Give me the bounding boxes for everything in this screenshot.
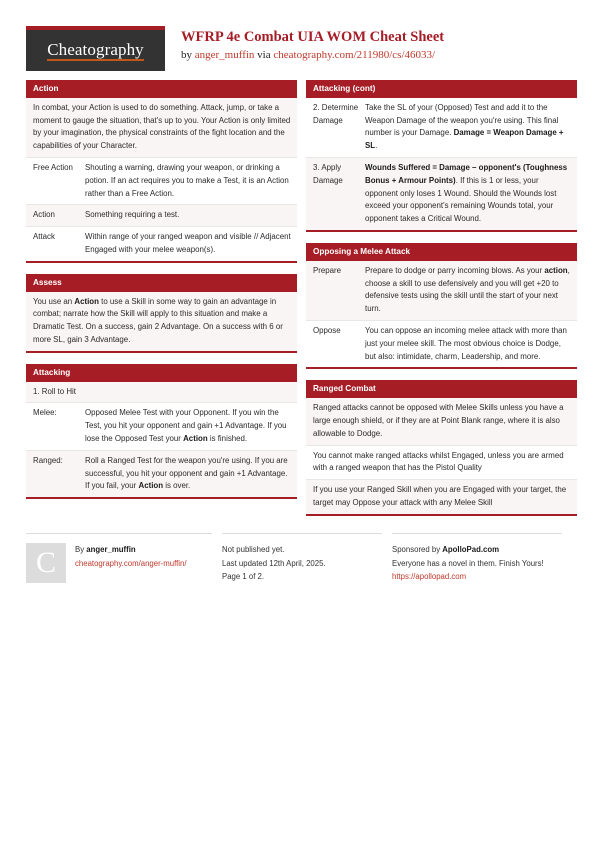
cheatography-logo[interactable] <box>26 26 165 71</box>
footer-sponsor-block <box>392 533 562 584</box>
sponsor-prefix: Sponsored by <box>392 544 443 554</box>
table-row <box>26 205 297 227</box>
row-value: Opposed Melee Test with your Opponent. If you win the Test, you hit your opponent and gain +1 Advantage. If you lose the Opposed Test your Action is finished. <box>85 408 287 444</box>
footer-author-block <box>26 533 212 584</box>
row-key: Ranged: <box>33 455 63 465</box>
table-row <box>306 98 577 158</box>
section-heading: Assess <box>26 274 297 292</box>
table-row <box>306 261 577 321</box>
publish-status: Not published yet. <box>222 544 285 554</box>
table-row <box>26 403 297 450</box>
table-row <box>306 398 577 445</box>
row-key: 3. Apply Damage <box>313 163 343 185</box>
section <box>306 380 577 515</box>
sponsor-line <box>392 543 562 557</box>
row-value: Wounds Suffered = Damage – opponent's (Toughness Bonus + Armour Points). If this is 1 or less, your opponent only loses 1 Wound. Should the Wounds lost exceed your opponent's remaining Wounds total, your opponent takes a Critical Wound. <box>365 163 568 224</box>
row-value: You use an Action to use a Skill in some way to gain an advantage in combat; narrate how the Skill will apply to this situation and make a Dramatic Test. On a success, gain 2 Advantage. On a success with 6 or more SL, gain 3 Advantage. <box>33 296 283 345</box>
row-key: Melee: <box>33 408 57 418</box>
sponsor-tagline: Everyone has a novel in them. Finish Yours! <box>392 558 544 568</box>
row-key: Attack <box>33 232 55 242</box>
cheatography-logo-text: Cheatography <box>47 39 144 59</box>
by-label: By <box>75 544 87 554</box>
byline <box>181 48 444 62</box>
page-footer <box>0 533 600 584</box>
row-value: Within range of your ranged weapon and visible // Adjacent Engaged with your melee weapon(s). <box>85 232 291 255</box>
row-value: Roll a Ranged Test for the weapon you're using. If you are successful, you hit your opponent and gain +1 Advantage. If you fail, your Action is over. <box>85 455 288 491</box>
byline-via: via <box>254 49 274 62</box>
left-column <box>26 80 297 510</box>
avatar: C <box>26 543 66 583</box>
source-url-link[interactable]: cheatography.com/211980/cs/46033/ <box>273 49 436 62</box>
row-value: You can oppose an incoming melee attack with more than just your melee skill. The most obvious choice is Dodge, but also: intimidate, charm, Leadership, and more. <box>365 326 567 361</box>
author-link[interactable]: anger_muffin <box>194 49 255 62</box>
last-updated: Last updated 12th April, 2025. <box>222 558 326 568</box>
footer-by-line <box>75 543 187 557</box>
right-column <box>306 80 577 527</box>
table-row <box>306 446 577 481</box>
row-key: Oppose <box>313 326 341 336</box>
footer-status-block <box>222 533 382 584</box>
table-row <box>26 158 297 205</box>
table-row <box>26 382 297 404</box>
table-row <box>26 292 297 351</box>
row-key: Prepare <box>313 265 342 275</box>
page-number: Page 1 of 2. <box>222 572 265 582</box>
row-value: Prepare to dodge or parry incoming blows. As your action, choose a skill to use defensively and you will get +20 to defensive tests using the skill until the start of your next turn. <box>365 265 570 314</box>
table-row <box>306 321 577 367</box>
content-columns <box>0 71 600 527</box>
sponsor-name[interactable]: ApolloPad.com <box>442 544 500 554</box>
table-row <box>26 451 297 497</box>
footer-author-name: anger_muffin <box>86 544 136 554</box>
section <box>306 80 577 232</box>
row-value: Shouting a warning, drawing your weapon, or drinking a potion. If an act requires you to make a Test, it is an Action rather than a Free Action. <box>85 163 289 198</box>
section-heading: Ranged Combat <box>306 380 577 398</box>
row-key: 2. Determine Damage <box>313 102 359 125</box>
sponsor-url[interactable]: https://apollopad.com <box>392 572 467 582</box>
row-value: 1. Roll to Hit <box>33 386 76 396</box>
byline-prefix: by <box>181 49 195 62</box>
row-value: Something requiring a test. <box>85 210 180 220</box>
section <box>26 364 297 499</box>
section <box>26 274 297 353</box>
table-row <box>26 98 297 158</box>
table-row <box>26 227 297 261</box>
row-key: Action <box>33 210 55 220</box>
section-heading: Opposing a Melee Attack <box>306 243 577 261</box>
section <box>306 243 577 369</box>
footer-author-text <box>75 543 187 584</box>
row-value: If you use your Ranged Skill when you are Engaged with your target, the target may Oppose your attack with any Melee Skill <box>313 485 567 508</box>
footer-author-url[interactable]: cheatography.com/anger-muffin/ <box>75 558 187 568</box>
row-value: You cannot make ranged attacks whilst Engaged, unless you are armed with a ranged weapon that has the Pistol Quality <box>313 450 564 473</box>
section-heading: Attacking <box>26 364 297 382</box>
section-heading: Attacking (cont) <box>306 80 577 98</box>
title-block <box>165 26 444 62</box>
table-row <box>306 480 577 514</box>
row-value: Take the SL of your (Opposed) Test and add it to the Weapon Damage of the weapon you're using. This final number is your Damage. Damage = Weapon Damage + SL. <box>365 102 564 151</box>
row-value: In combat, your Action is used to do something. Attack, jump, or take a moment to gauge the situation, that's up to you. Your Action is only limited by your imagination, the physical constraints of the fight location and the capabilities of your Character. <box>33 102 291 151</box>
section-heading: Action <box>26 80 297 98</box>
page-header <box>0 0 600 71</box>
page-title: WFRP 4e Combat UIA WOM Cheat Sheet <box>181 29 445 45</box>
row-value: Ranged attacks cannot be opposed with Melee Skills unless you have a large enough shield, or if they are at Point Blank range, where it is also allowable to Dodge. <box>313 403 564 438</box>
row-key: Free Action <box>33 163 73 173</box>
section <box>26 80 297 263</box>
table-row <box>306 158 577 230</box>
